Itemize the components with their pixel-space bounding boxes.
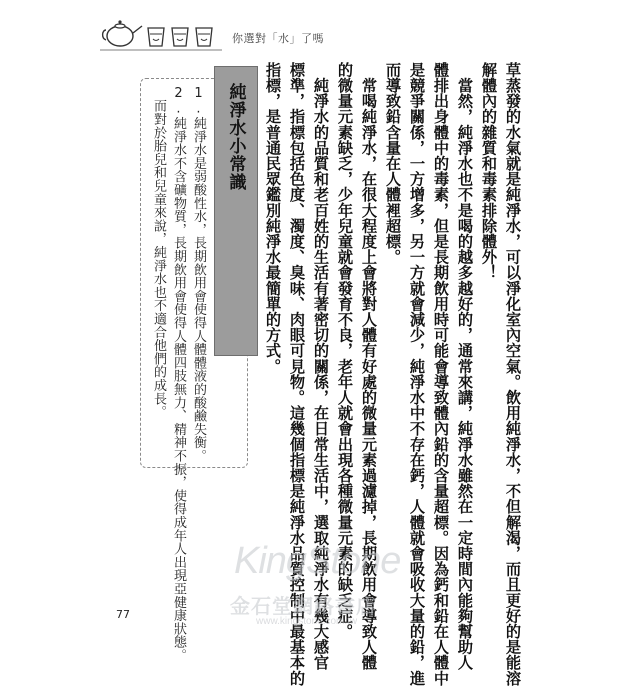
main-text-column: 指標，是普通民眾鑑別純淨水最簡單的方式。 [264, 62, 282, 374]
watermark-chinese: 金石堂網路書店 [230, 594, 377, 618]
page-number: 77 [116, 608, 130, 621]
kingstone-watermark [226, 540, 436, 630]
main-text-column: 而導致鉛含量在人體裡超標。 [384, 62, 402, 265]
watermark-latin: KingStone [234, 540, 401, 582]
main-text-column: 解體內的雜質和毒素排除體外！ [480, 62, 498, 281]
main-text-column: 是競爭關係，一方增多，另一方就會減少，純淨水中不存在鈣，人體就會吸收大量的鉛，進 [408, 62, 426, 686]
main-text-column: 純淨水的品質和老百姓的生活有著密切的關係，在日常生活中，選取純淨水有幾大感官 [312, 62, 330, 671]
sidebar-title: 純淨水小常識 [225, 83, 246, 191]
main-text-column: 常喝純淨水，在很大程度上會將對人體有好處的微量元素過濾掉，長期飲用會導致人體 [360, 62, 378, 671]
sidebar-text-column: 1.純淨水是弱酸性水，長期飲用會使得人體體液的酸鹼失衡。 [191, 86, 206, 463]
sidebar-text-column: 2.純淨水不含礦物質，長期飲用會使得人體四肢無力、精神不振，使得成年人出現亞健康狀態。 [171, 86, 186, 662]
sidebar-text-column: 而對於胎兒和兒童來說，純淨水也不適合他們的成長。 [151, 86, 166, 419]
page-header [0, 0, 640, 58]
watermark-url: www.kingstone.com.tw [256, 616, 358, 627]
main-text-column: 草蒸發的水氣就是純淨水，可以淨化室內空氣。飲用純淨水，不但解渴，而且更好的是能溶 [504, 62, 522, 686]
teapot-cups-icon [100, 16, 225, 52]
main-text-column: 的微量元素缺乏，少年兒童就會發育不良，老年人就會出現各種微量元素的缺乏症。 [336, 62, 354, 640]
main-text-column: 體排出身體中的毒素，但是長期飲用時可能會導致體內鉛的含量超標。因為鈣和鉛在人體中 [432, 62, 450, 686]
main-text-column: 標準，指標包括色度、濁度、臭味、肉眼可見物。這幾個指標是純淨水品質控制中最基本的 [288, 62, 306, 686]
main-text-column: 當然，純淨水也不是喝的越多越好的，通常來講，純淨水雖然在一定時間內能夠幫助人 [456, 62, 474, 671]
chapter-title: 你選對「水」了嗎 [232, 32, 324, 45]
sidebar-title-tab [214, 66, 258, 356]
